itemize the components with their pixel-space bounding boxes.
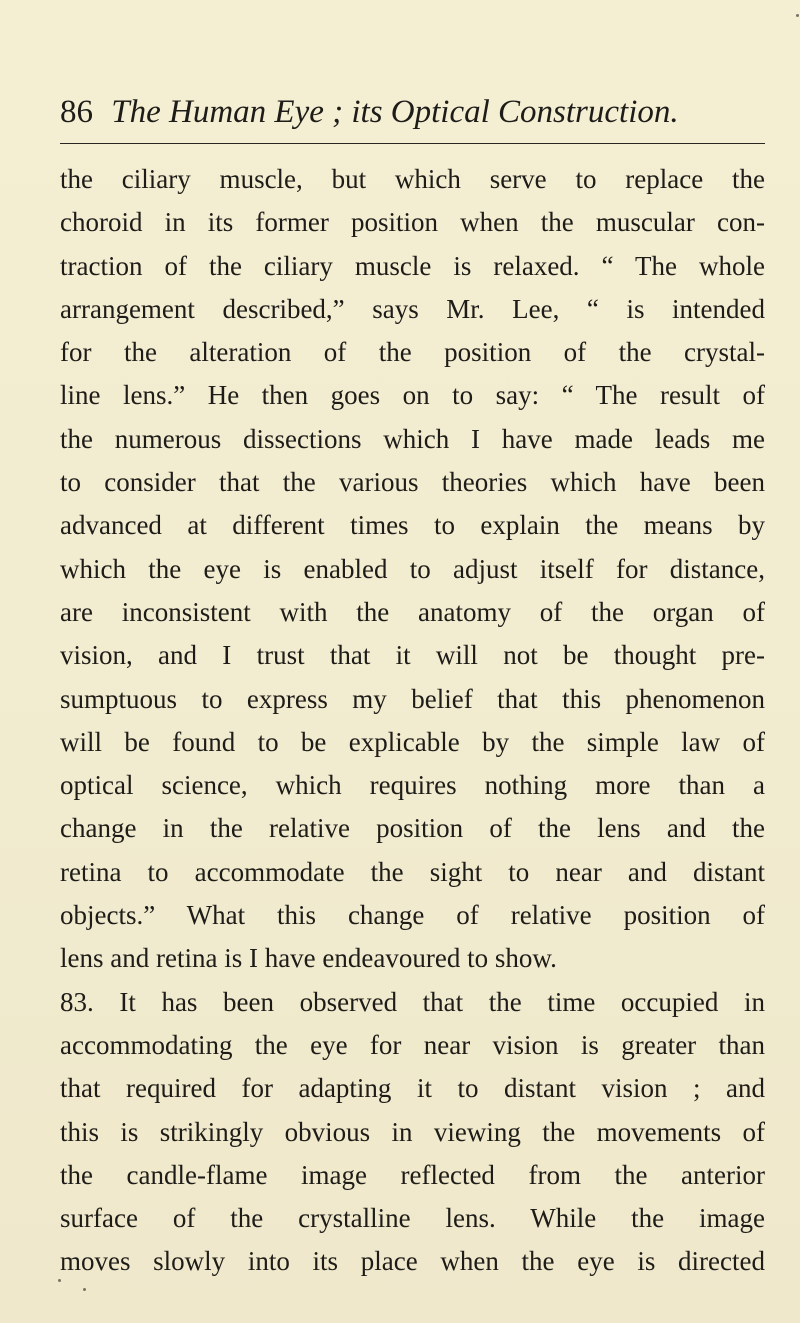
text-line: the numerous dissections which I have made leads me (60, 423, 765, 454)
text-line: optical science, which requires nothing more than a (60, 770, 765, 801)
text-line: accommodating the eye for near vision is greater than (60, 1029, 765, 1060)
text-line: advanced at different times to explain the means by (60, 510, 765, 541)
text-line: will be found to be explicable by the simple law of (60, 726, 765, 757)
text-line: that required for adapting it to distant vision ; and (60, 1073, 765, 1104)
header-rule (60, 143, 765, 144)
text-line: are inconsistent with the anatomy of the organ of (60, 596, 765, 627)
text-line: choroid in its former position when the muscular con- (60, 207, 765, 238)
paper-speck (58, 1279, 61, 1282)
text-line: to consider that the various theories which have been (60, 467, 765, 498)
running-title: The Human Eye ; its Optical Construction. (111, 94, 679, 130)
page-header (60, 88, 760, 136)
paper-speck (796, 14, 799, 17)
text-line: change in the relative position of the lens and the (60, 813, 765, 844)
text-line: this is strikingly obvious in viewing the movements of (60, 1116, 765, 1147)
text-line: arrangement described,” says Mr. Lee, “ is intended (60, 293, 765, 324)
paragraph-end-line: lens and retina is I have endeavoured to show. (60, 943, 557, 974)
page-number: 86 (60, 94, 93, 130)
text-line: surface of the crystalline lens. While the image (60, 1203, 765, 1234)
text-line: objects.” What this change of relative position of (60, 900, 765, 931)
paper-speck (83, 1288, 86, 1291)
text-line: the candle-flame image reflected from the anterior (60, 1159, 765, 1190)
text-line: sumptuous to express my belief that this phenomenon (60, 683, 765, 714)
text-line: traction of the ciliary muscle is relaxed. “ The whole (60, 250, 765, 281)
text-line: moves slowly into its place when the eye is directed (60, 1246, 765, 1277)
text-line: for the alteration of the position of the crystal- (60, 337, 765, 368)
body-text (60, 158, 765, 1284)
section-83-first-line: 83. It has been observed that the time occupied in (60, 986, 765, 1017)
text-line: vision, and I trust that it will not be thought pre- (60, 640, 765, 671)
text-line: line lens.” He then goes on to say: “ The result of (60, 380, 765, 411)
text-line: retina to accommodate the sight to near and distant (60, 856, 765, 887)
text-line: the ciliary muscle, but which serve to replace the (60, 164, 765, 194)
text-line: which the eye is enabled to adjust itself for distance, (60, 553, 765, 584)
